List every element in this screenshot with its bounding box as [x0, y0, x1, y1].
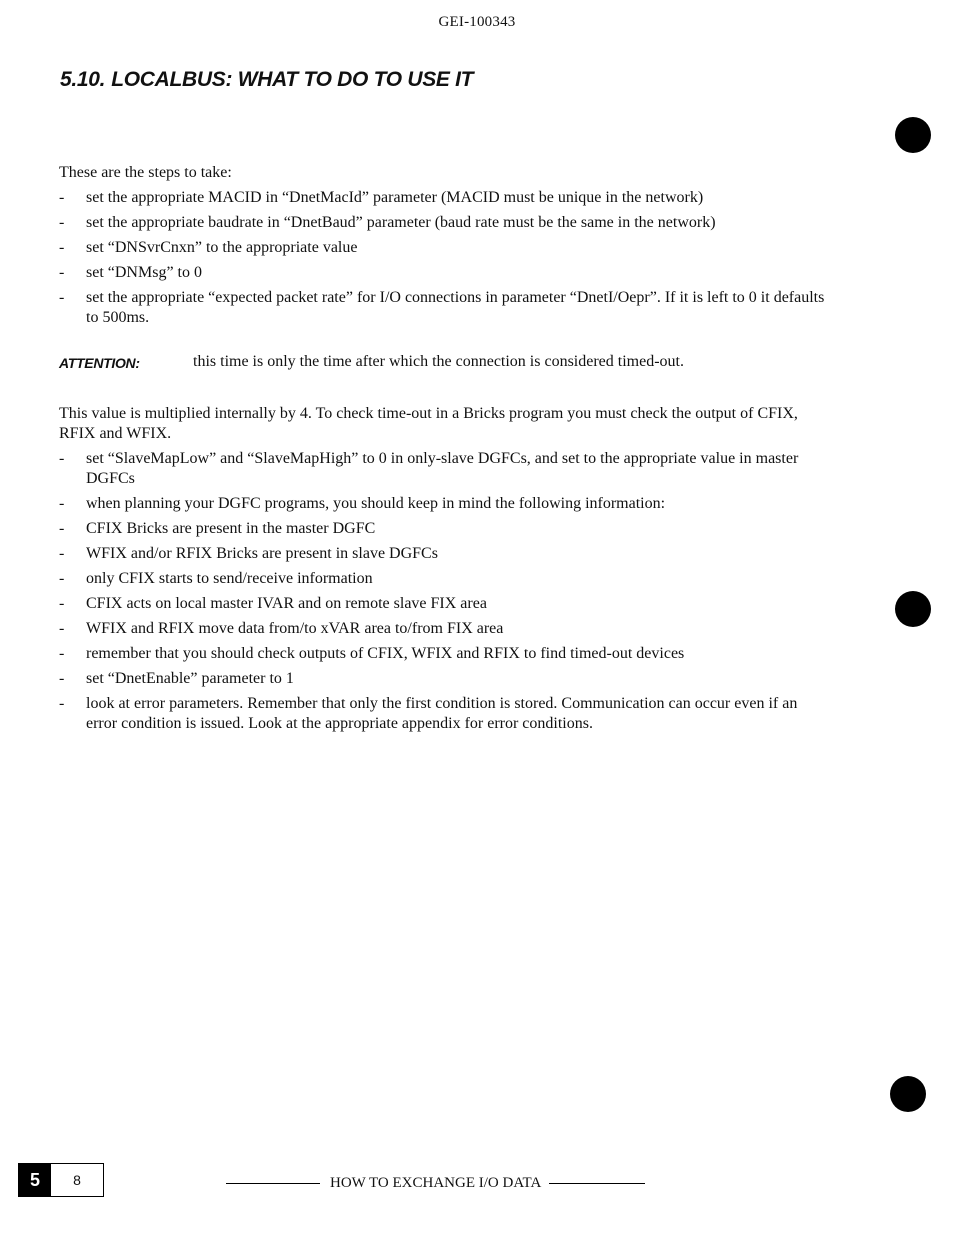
list-item-text: only CFIX starts to send/receive information — [86, 570, 373, 587]
binder-hole-middle — [895, 591, 931, 627]
dash-marker: - — [59, 495, 65, 512]
dash-marker: - — [59, 645, 65, 662]
page-number-box — [18, 1163, 104, 1197]
list-item — [59, 449, 829, 489]
list-item — [59, 669, 829, 689]
list-item-text: remember that you should check outputs of CFIX, WFIX and RFIX to find timed-out devices — [86, 645, 685, 662]
list-item — [59, 494, 829, 514]
list-item — [59, 694, 829, 734]
list-item-text: WFIX and RFIX move data from/to xVAR area to/from FIX area — [86, 620, 504, 637]
list-item-text: when planning your DGFC programs, you should keep in mind the following information: — [86, 495, 666, 512]
steps-list — [59, 188, 829, 328]
list-item — [59, 263, 829, 283]
intro-paragraph: These are the steps to take: — [59, 164, 232, 181]
dash-marker: - — [59, 214, 65, 231]
dash-marker: - — [59, 289, 65, 306]
list-item — [59, 594, 829, 614]
dash-marker: - — [59, 520, 65, 537]
list-item-text: WFIX and/or RFIX Bricks are present in slave DGFCs — [86, 545, 438, 562]
list-item — [59, 569, 829, 589]
footer-rule-left — [226, 1183, 320, 1184]
list-item-text: CFIX acts on local master IVAR and on remote slave FIX area — [86, 595, 487, 612]
dash-marker: - — [59, 264, 65, 281]
dash-marker: - — [59, 695, 65, 712]
footer — [226, 1175, 656, 1192]
document-id: GEI-100343 — [438, 14, 516, 30]
steps-list-2 — [59, 449, 829, 734]
section-number: 5.10. — [60, 68, 106, 91]
binder-hole-bottom — [890, 1076, 926, 1112]
page-number: 8 — [73, 1172, 81, 1188]
dash-marker: - — [59, 239, 65, 256]
list-item-text: set “DNSvrCnxn” to the appropriate value — [86, 239, 358, 256]
section-title: LOCALBUS: WHAT TO DO TO USE IT — [111, 68, 474, 91]
section-heading — [60, 68, 473, 92]
list-item — [59, 188, 829, 208]
attention-label: ATTENTION: — [59, 355, 140, 371]
list-item — [59, 619, 829, 639]
chapter-number: 5 — [19, 1164, 51, 1196]
list-item-text: set “DnetEnable” parameter to 1 — [86, 670, 294, 687]
list-item — [59, 544, 829, 564]
list-item-text: set the appropriate “expected packet rate” for I/O connections in parameter “DnetI/Oepr”. If it is left to 0 it defaults to 500ms. — [86, 289, 825, 326]
dash-marker: - — [59, 450, 65, 467]
body-content — [59, 163, 829, 739]
binder-hole-top — [895, 117, 931, 153]
dash-marker: - — [59, 595, 65, 612]
attention-text: this time is only the time after which the connection is considered timed-out. — [193, 353, 684, 370]
dash-marker: - — [59, 189, 65, 206]
dash-marker: - — [59, 545, 65, 562]
dash-marker: - — [59, 670, 65, 687]
dash-marker: - — [59, 620, 65, 637]
list-item — [59, 519, 829, 539]
list-item-text: look at error parameters. Remember that only the first condition is stored. Communication can occur even if an error condition is issued. Look at the appropriate appendix for error conditions. — [86, 695, 798, 732]
list-item-text: set “DNMsg” to 0 — [86, 264, 202, 281]
list-item-text: CFIX Bricks are present in the master DGFC — [86, 520, 376, 537]
list-item — [59, 644, 829, 664]
footer-rule-right — [549, 1183, 645, 1184]
list-item-text: set the appropriate MACID in “DnetMacId” parameter (MACID must be unique in the network) — [86, 189, 704, 206]
list-item — [59, 213, 829, 233]
list-item — [59, 288, 829, 328]
attention-note — [59, 352, 829, 373]
list-item — [59, 238, 829, 258]
dash-marker: - — [59, 570, 65, 587]
timeout-paragraph: This value is multiplied internally by 4. To check time-out in a Bricks program you must check the output of CFIX, RFIX and WFIX. — [59, 405, 798, 442]
list-item-text: set “SlaveMapLow” and “SlaveMapHigh” to 0 in only-slave DGFCs, and set to the appropriate value in master DGFCs — [86, 450, 799, 487]
list-item-text: set the appropriate baudrate in “DnetBaud” parameter (baud rate must be the same in the network) — [86, 214, 716, 231]
footer-title: HOW TO EXCHANGE I/O DATA — [330, 1175, 542, 1191]
